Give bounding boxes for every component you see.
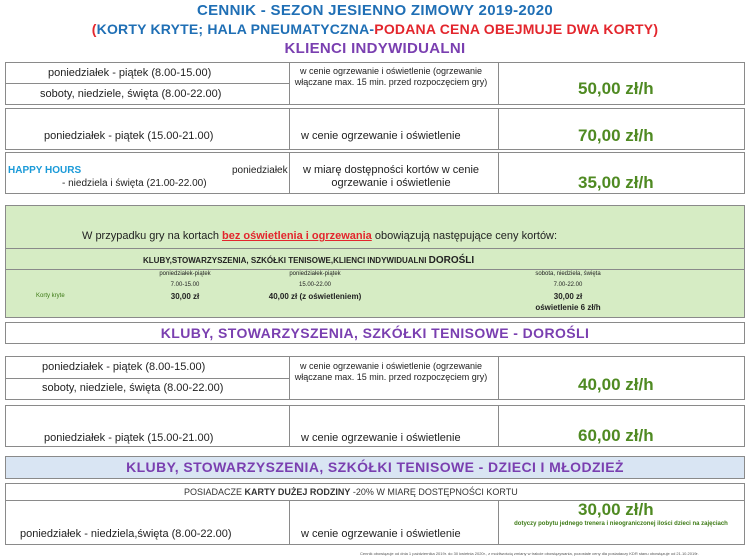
clubs-youth-price-note: dotyczy pobytu jednego trenera i nieograniczonej ilości dzieci na zajęciach	[514, 521, 728, 527]
family-card-text	[184, 487, 518, 497]
individual-row3-time-a: poniedziałek	[232, 165, 288, 176]
individual-row2-time: poniedziałek - piątek (15.00-21.00)	[44, 130, 214, 142]
no-light-sentence-after: obowiązują następujące ceny kortów:	[371, 230, 558, 242]
page-subtitle	[0, 21, 750, 37]
individual-row1-note: w cenie ogrzewanie i oświetlenie (ogrzewanie włączane max. 15 min. przed rozpoczęciem gry)	[294, 66, 488, 87]
no-light-col2-hours: 15.00-22.00	[298, 282, 332, 288]
individual-row1-time-a: poniedziałek - piątek (8.00-15.00)	[48, 67, 212, 79]
individual-row3-time-b: - niedziela i święta (21.00-22.00)	[62, 178, 207, 189]
individual-row2-price: 70,00 zł/h	[578, 126, 654, 145]
individual-row3-note: w miarę dostępności kortów w cenie ogrzewanie i oświetlenie	[302, 164, 480, 189]
clubs-adults-row1-price: 40,00 zł/h	[578, 375, 654, 394]
clubs-adults-row1-note: w cenie ogrzewanie i oświetlenie (ogrzewanie włączane max. 15 min. przed rozpoczęciem gry)	[294, 361, 488, 382]
family-card-text-b: KARTY DUŻEJ RODZINY	[244, 487, 351, 497]
section-title-clubs-youth: KLUBY, STOWARZYSZENIA, SZKÓŁKI TENISOWE - DZIECI I MŁODZIEŻ	[5, 456, 745, 479]
no-light-sentence-before: W przypadku gry na kortach	[82, 230, 223, 242]
individual-row2-note: w cenie ogrzewanie i oświetlenie	[301, 130, 461, 142]
clubs-youth-price: 30,00 zł/h	[578, 500, 654, 519]
happy-hours-label: HAPPY HOURS	[8, 165, 82, 176]
clubs-adults-row2-price: 60,00 zł/h	[578, 426, 654, 445]
subtitle-paren-close: )	[653, 21, 659, 37]
clubs-youth-time: poniedziałek - niedziela,święta (8.00-22.00)	[20, 528, 232, 540]
individual-row1-price: 50,00 zł/h	[578, 79, 654, 98]
no-light-sentence	[82, 230, 557, 242]
clubs-adults-row1-time-b: soboty, niedziele, święta (8.00-22.00)	[42, 382, 224, 394]
no-light-col2-days: poniedziałek-piątek	[289, 271, 341, 277]
no-light-col1-price: 30,00 zł	[170, 292, 200, 301]
footer-note: Cennik obowiązuje od dnia 1 października 2019r. do 30 kwietnia 2020r., z możliwością zmiany w trakcie obowiązywania, pozostałe ceny dla posiadaczy KDR stanu obowiązuje od 21.10.2019r.	[360, 551, 699, 556]
no-light-col1-hours: 7.00-15.00	[170, 282, 200, 288]
no-light-col3-extra: oświetlenie 6 zł/h	[535, 303, 601, 312]
no-light-group-label-b: DOROŚLI	[428, 255, 475, 266]
no-light-col3-hours: 7.00-22.00	[553, 282, 583, 288]
no-light-col1-days: poniedziałek-piątek	[159, 271, 211, 277]
clubs-adults-row2-note: w cenie ogrzewanie i oświetlenie	[301, 432, 461, 444]
family-card-text-c: -20% W MIARĘ DOSTĘPNOŚCI KORTU	[350, 487, 518, 497]
no-light-col3-days: sobota, niedziela, święta	[535, 271, 601, 277]
no-light-row-label: Korty kryte	[36, 293, 65, 299]
subtitle-blue-part: KORTY KRYTE; HALA PNEUMATYCZNA-	[96, 21, 375, 37]
clubs-adults-row2-time: poniedziałek - piątek (15.00-21.00)	[44, 432, 214, 444]
family-card-text-a: POSIADACZE	[184, 487, 245, 497]
individual-row1-time-b: soboty, niedziele, święta (8.00-22.00)	[40, 88, 222, 100]
page-title: CENNIK - SEZON JESIENNO ZIMOWY 2019-2020	[197, 2, 553, 19]
no-light-sentence-highlight: bez oświetlenia i ogrzewania	[222, 230, 372, 242]
section-title-individual: KLIENCI INDYWIDUALNI	[284, 40, 466, 57]
no-light-group-label	[143, 255, 474, 266]
section-title-clubs-adults: KLUBY, STOWARZYSZENIA, SZKÓŁKI TENISOWE - DOROŚLI	[5, 322, 745, 344]
individual-row3-price: 35,00 zł/h	[578, 173, 654, 192]
subtitle-red-part: PODANA CENA OBEJMUJE DWA KORTY	[374, 21, 654, 37]
no-light-group-label-a: KLUBY,STOWARZYSZENIA, SZKÓŁKI TENISOWE,KLIENCI INDYWIDUALNI	[143, 256, 429, 265]
clubs-youth-note: w cenie ogrzewanie i oświetlenie	[301, 528, 461, 540]
clubs-adults-row1-time-a: poniedziałek - piątek (8.00-15.00)	[42, 361, 206, 373]
no-light-col2-price: 40,00 zł (z oświetleniem)	[268, 292, 362, 301]
subtitle-paren-open: (	[91, 21, 97, 37]
no-light-col3-price: 30,00 zł	[553, 292, 583, 301]
